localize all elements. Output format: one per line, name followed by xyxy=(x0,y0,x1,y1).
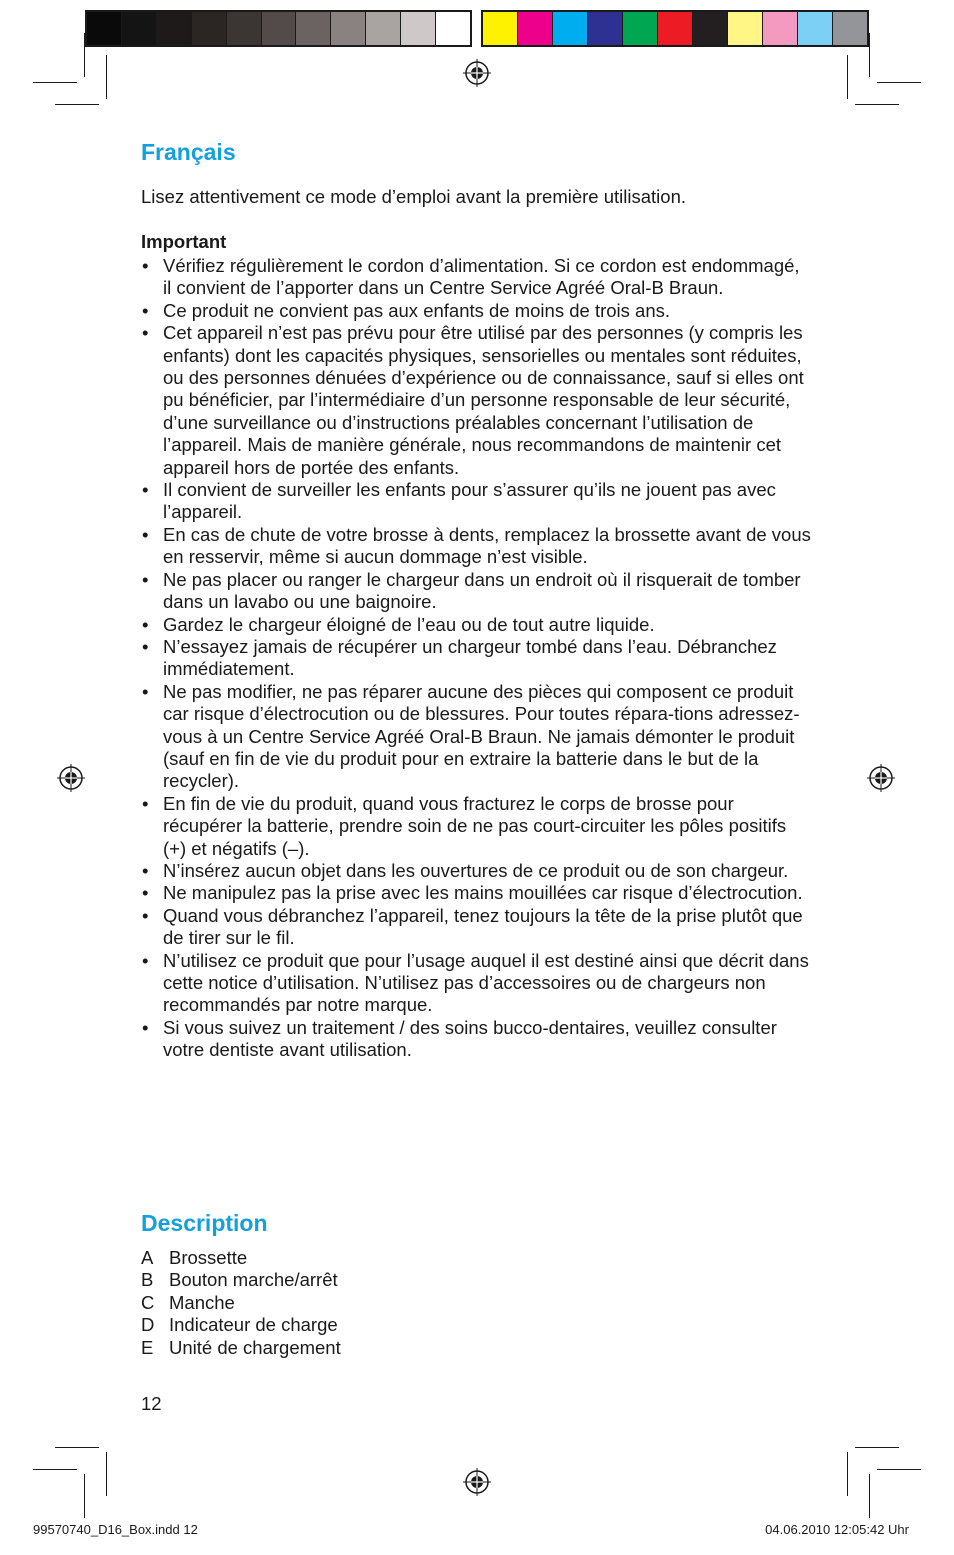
color-swatch xyxy=(483,12,518,45)
item-label: Bouton marche/arrêt xyxy=(169,1269,338,1291)
crop-mark xyxy=(855,104,899,105)
slug-file-info: 99570740_D16_Box.indd 12 xyxy=(33,1522,198,1537)
description-item xyxy=(141,1292,341,1314)
page-number: 12 xyxy=(141,1393,162,1414)
crop-mark xyxy=(877,82,921,83)
list-item: • Si vous suivez un traitement / des soins bucco-dentaires, veuillez consulter votre dentiste avant utilisation. xyxy=(141,1017,811,1062)
crop-mark xyxy=(855,1447,899,1448)
color-swatch xyxy=(331,12,366,45)
list-item: • N’utilisez ce produit que pour l’usage auquel il est destiné ainsi que décrit dans cette notice d’utilisation. N’utilisez pas d’accessoires ou de chargeurs non recommandés par notre marque. xyxy=(141,950,811,1017)
description-item xyxy=(141,1269,341,1291)
item-letter: D xyxy=(141,1314,155,1336)
item-label: Manche xyxy=(169,1291,235,1313)
list-item: • Il convient de surveiller les enfants pour s’assurer qu’ils ne jouent pas avec l’appareil. xyxy=(141,479,811,524)
registration-mark-icon xyxy=(463,59,491,87)
item-label: Indicateur de charge xyxy=(169,1314,338,1336)
item-letter: B xyxy=(141,1269,154,1291)
color-swatch xyxy=(227,12,262,45)
color-swatch xyxy=(833,12,867,45)
crop-mark xyxy=(106,55,107,99)
color-swatch xyxy=(518,12,553,45)
crop-mark xyxy=(877,1469,921,1470)
crop-mark xyxy=(84,33,85,77)
crop-mark xyxy=(847,55,848,99)
color-swatch xyxy=(296,12,331,45)
intro-paragraph: Lisez attentivement ce mode d’emploi avant la première utilisation. xyxy=(141,186,687,207)
color-swatch xyxy=(763,12,798,45)
important-heading: Important xyxy=(141,231,227,252)
crop-mark xyxy=(869,1474,870,1518)
section-heading-description: Description xyxy=(141,1210,268,1236)
color-swatch xyxy=(122,12,157,45)
item-letter: A xyxy=(141,1247,154,1268)
description-item xyxy=(141,1247,341,1269)
crop-mark xyxy=(33,1469,77,1470)
color-swatch xyxy=(658,12,693,45)
color-swatch xyxy=(553,12,588,45)
process-color-bar xyxy=(481,10,869,47)
list-item: • Gardez le chargeur éloigné de l’eau ou de tout autre liquide. xyxy=(141,614,811,636)
list-item: • Ne manipulez pas la prise avec les mains mouillées car risque d’électrocution. xyxy=(141,882,811,904)
color-swatch xyxy=(798,12,833,45)
section-heading-francais: Français xyxy=(141,139,236,165)
important-list xyxy=(141,255,811,1062)
crop-mark xyxy=(84,1474,85,1518)
item-letter: E xyxy=(141,1336,154,1358)
grayscale-color-bar xyxy=(85,10,472,47)
description-list xyxy=(141,1247,341,1359)
color-swatch xyxy=(623,12,658,45)
list-item: • En cas de chute de votre brosse à dents, remplacez la brossette avant de vous en resservir, même si aucun dommage n’est visible. xyxy=(141,524,811,569)
crop-mark xyxy=(33,82,77,83)
list-item: • Ne pas placer ou ranger le chargeur dans un endroit où il risquerait de tomber dans un lavabo ou une baignoire. xyxy=(141,569,811,614)
color-swatch xyxy=(366,12,401,45)
color-swatch xyxy=(87,12,122,45)
color-swatch xyxy=(693,12,728,45)
list-item: • Ce produit ne convient pas aux enfants de moins de trois ans. xyxy=(141,300,811,322)
slug-timestamp: 04.06.2010 12:05:42 Uhr xyxy=(765,1522,909,1537)
crop-mark xyxy=(106,1452,107,1496)
color-swatch xyxy=(192,12,227,45)
crop-mark xyxy=(55,1447,99,1448)
list-item: • Ne pas modifier, ne pas réparer aucune des pièces qui composent ce produit car risque d’électrocution ou de blessures. Pour toutes répara-tions adressez-vous à un Centre Service Agréé Oral-B Braun. Ne jamais démonter le produit (sauf en fin de vie du produit pour en extraire la batterie dans le but de la recycler). xyxy=(141,681,811,793)
list-item: • N’essayez jamais de récupérer un chargeur tombé dans l’eau. Débranchez immédiatement. xyxy=(141,636,811,681)
color-swatch xyxy=(262,12,297,45)
item-label: Unité de chargement xyxy=(169,1336,341,1358)
item-label: Brossette xyxy=(169,1247,248,1268)
list-item: • Quand vous débranchez l’appareil, tenez toujours la tête de la prise plutôt que de tirer sur le fil. xyxy=(141,905,811,950)
list-item: • N’insérez aucun objet dans les ouvertures de ce produit ou de son chargeur. xyxy=(141,860,811,882)
color-swatch xyxy=(436,12,470,45)
item-letter: C xyxy=(141,1291,155,1313)
list-item: • Cet appareil n’est pas prévu pour être utilisé par des personnes (y compris les enfants) dont les capacités physiques, sensorielles ou mentales sont réduites, ou des personnes dénuées d’expérience ou de connaissance, sauf si elles ont pu bénéficier, par l’intermédiaire d’un personne responsable de leur sécurité, d’une surveillance ou d’instructions préalables concernant l’utilisation de l’appareil. Mais de manière générale, nous recommandons de maintenir cet appareil hors de portée des enfants. xyxy=(141,322,811,479)
color-swatch xyxy=(157,12,192,45)
crop-mark xyxy=(55,104,99,105)
list-item: • Vérifiez régulièrement le cordon d’alimentation. Si ce cordon est endommagé, il convient de l’apporter dans un Centre Service Agréé Oral-B Braun. xyxy=(141,255,811,300)
color-swatch xyxy=(728,12,763,45)
color-swatch xyxy=(401,12,436,45)
crop-mark xyxy=(847,1452,848,1496)
description-item xyxy=(141,1337,341,1359)
color-swatch xyxy=(588,12,623,45)
registration-mark-icon xyxy=(867,764,895,792)
registration-mark-icon xyxy=(463,1468,491,1496)
list-item: • En fin de vie du produit, quand vous fracturez le corps de brosse pour récupérer la batterie, prendre soin de ne pas court-circuiter les pôles positifs (+) et négatifs (–). xyxy=(141,793,811,860)
registration-mark-icon xyxy=(57,764,85,792)
description-item xyxy=(141,1314,341,1336)
crop-mark xyxy=(869,33,870,77)
